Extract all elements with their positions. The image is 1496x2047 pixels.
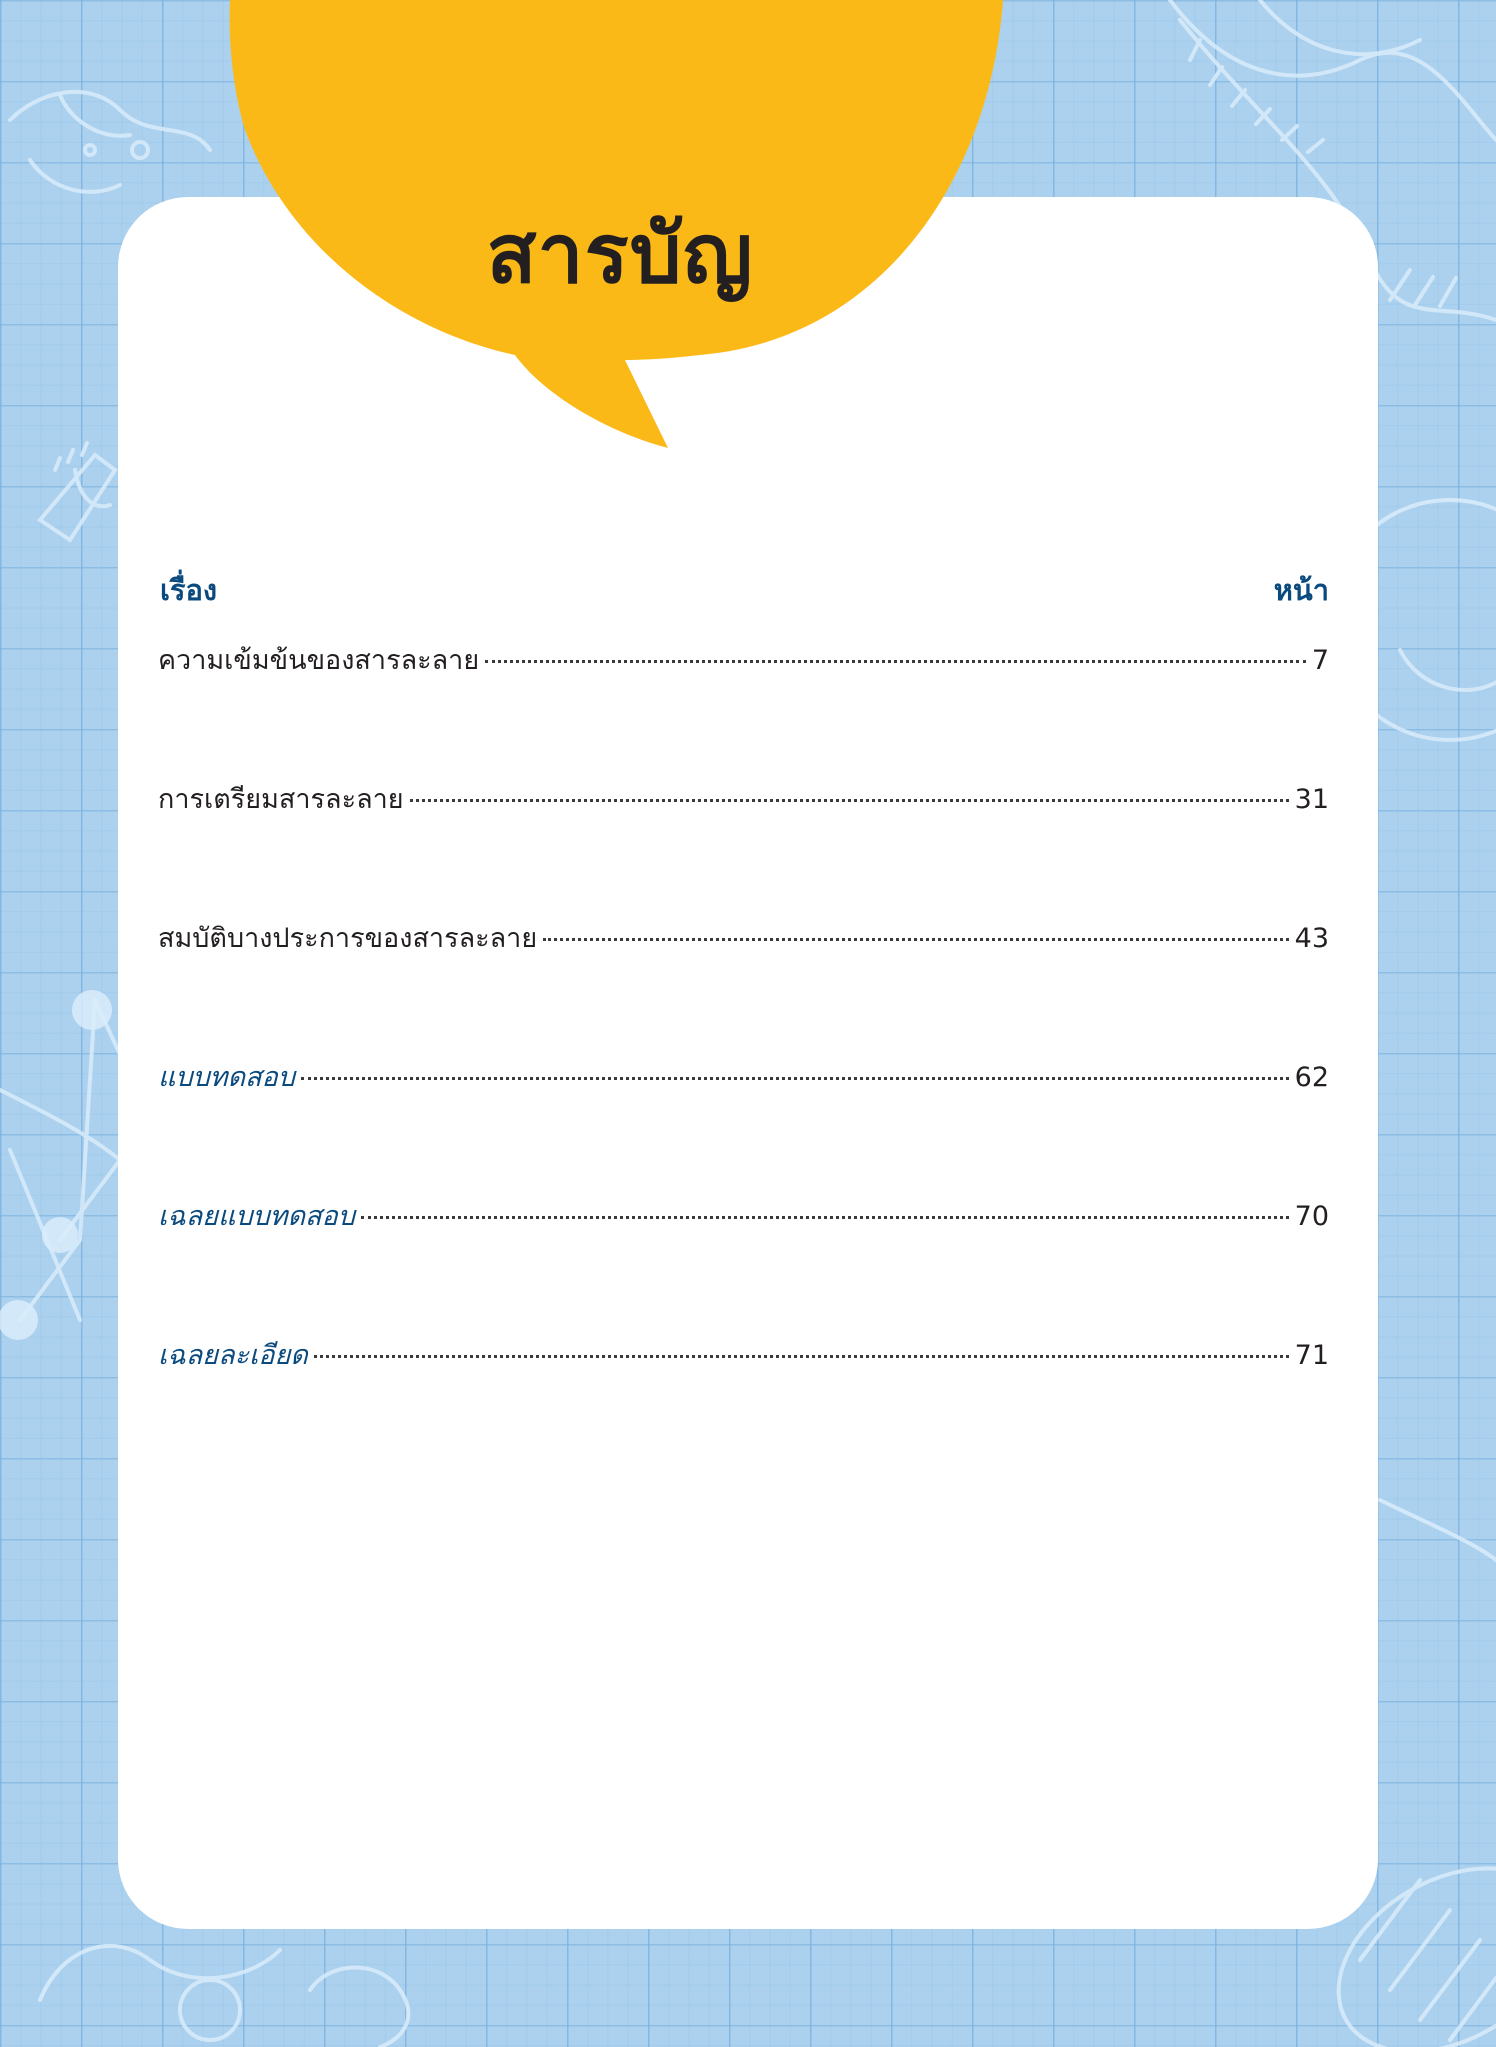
toc-entry-page: 43 — [1294, 923, 1329, 954]
toc-entry[interactable] — [158, 1333, 1329, 1472]
dot-leader — [301, 1077, 1289, 1080]
toc-entry-page: 62 — [1294, 1062, 1329, 1093]
toc-entry-title: เฉลยแบบทดสอบ — [158, 1201, 355, 1232]
toc-entry-title: สมบัติบางประการของสารละลาย — [158, 923, 538, 954]
toc-entry-title: ความเข้มข้นของสารละลาย — [158, 645, 480, 676]
page-column-header: หน้า — [1273, 573, 1329, 607]
toc-entry-page: 7 — [1311, 645, 1329, 676]
dot-leader — [361, 1216, 1289, 1219]
toc-entry-title: แบบทดสอบ — [158, 1062, 295, 1093]
toc-entry[interactable] — [158, 777, 1329, 916]
dot-leader — [314, 1355, 1289, 1358]
toc-entry-page: 71 — [1294, 1340, 1329, 1371]
dot-leader — [543, 938, 1288, 941]
toc-entry[interactable] — [158, 1055, 1329, 1194]
toc-entry[interactable] — [158, 1194, 1329, 1333]
dot-leader — [485, 660, 1306, 663]
dot-leader — [410, 799, 1289, 802]
topic-column-header: เรื่อง — [160, 573, 218, 607]
toc-entry-page: 31 — [1294, 784, 1329, 815]
toc-entry-title: เฉลยละเอียด — [158, 1340, 308, 1371]
toc-entry-page: 70 — [1294, 1201, 1329, 1232]
toc-entry[interactable] — [158, 638, 1329, 777]
toc-entry[interactable] — [158, 916, 1329, 1055]
page-title: สารบัญ — [486, 207, 754, 302]
table-of-contents — [158, 638, 1329, 1472]
toc-entry-title: การเตรียมสารละลาย — [158, 784, 404, 815]
